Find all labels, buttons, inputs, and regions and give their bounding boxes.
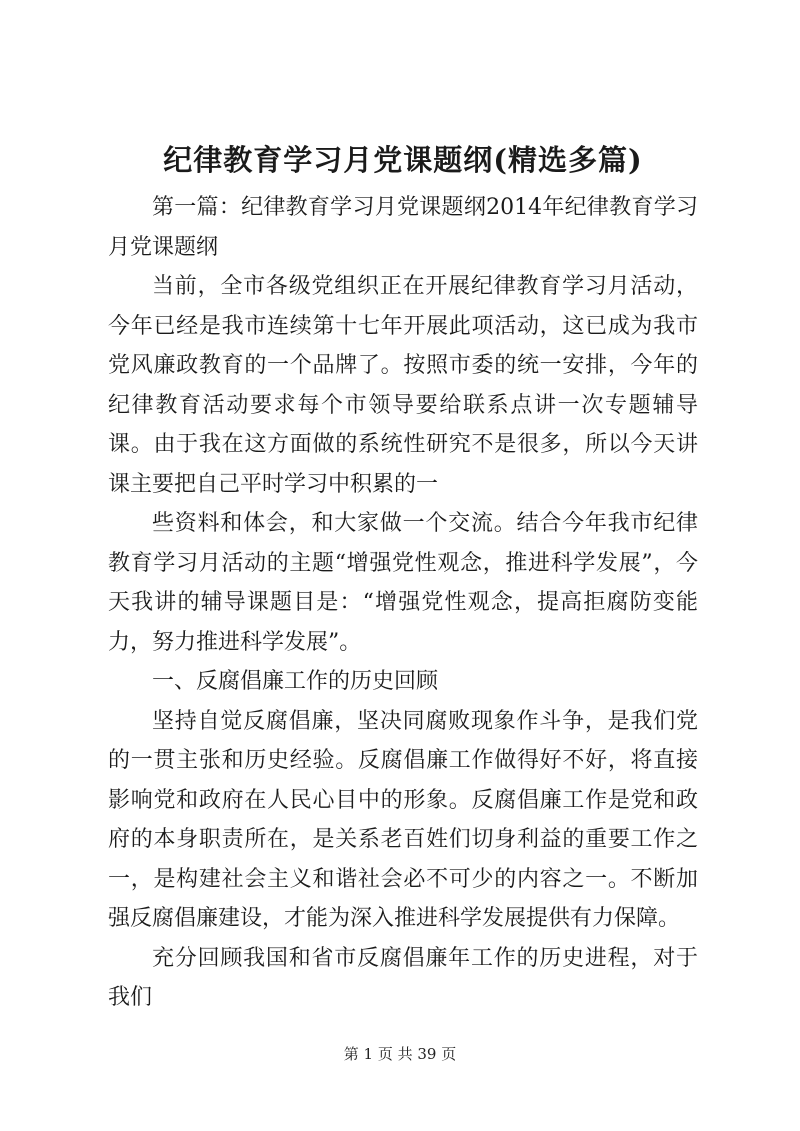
paragraph: 坚持自觉反腐倡廉，坚决同腐败现象作斗争，是我们党的一贯主张和历史经验。反腐倡廉工作做得好不好，将直接影响党和政府在人民心目中的形象。反腐倡廉工作是党和政府的本身职责所在，是关系老百姓们切身利益的重要工作之一，是构建社会主义和谐社会必不可少的内容之一。不断加强反腐倡廉建设，才能为深入推进科学发展提供有力保障。 <box>108 708 698 931</box>
paragraph: 充分回顾我国和省市反腐倡廉年工作的历史进程，对于我们 <box>108 945 698 1010</box>
paragraph: 第一篇：纪律教育学习月党课题纲2014年纪律教育学习月党课题纲 <box>108 195 698 260</box>
section-heading: 一、反腐倡廉工作的历史回顾 <box>152 669 439 694</box>
page-footer: 第 1 页 共 39 页 <box>343 1045 457 1063</box>
paragraph: 当前，全市各级党组织正在开展纪律教育学习月活动，今年已经是我市连续第十七年开展此项活动，这已成为我市党风廉政教育的一个品牌了。按照市委的统一安排，今年的纪律教育活动要求每个市领导要给联系点讲一次专题辅导课。由于我在这方面做的系统性研究不是很多，所以今天讲课主要把自己平时学习中积累的一 <box>108 274 698 497</box>
paragraph: 些资料和体会，和大家做一个交流。结合今年我市纪律教育学习月活动的主题“增强党性观念，推进科学发展”，今天我讲的辅导课题目是：“增强党性观念，提高拒腐防变能力，努力推进科学发展”。 <box>108 511 698 655</box>
document-title: 纪律教育学习月党课题纲(精选多篇) <box>163 143 643 177</box>
document-body <box>108 188 698 1018</box>
document-page <box>108 0 698 1131</box>
